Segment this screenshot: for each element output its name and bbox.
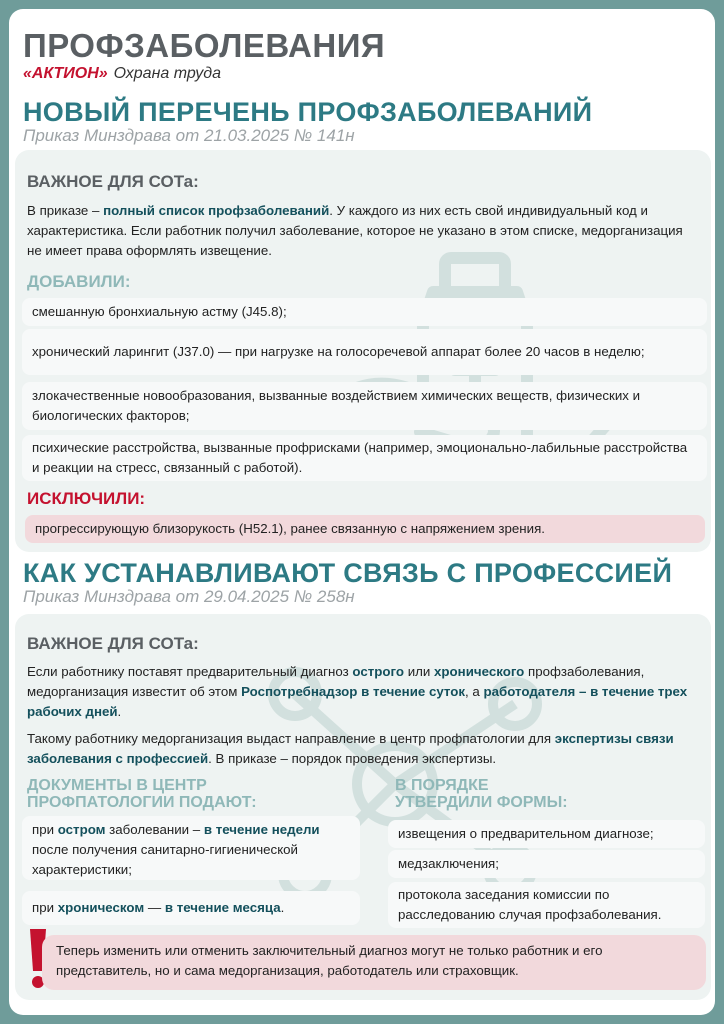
brand-row	[23, 65, 221, 83]
form-item: протокола заседания комиссии по расследованию случая профзаболевания.	[388, 882, 705, 928]
highlight-text: в течение месяца	[164, 900, 281, 915]
section1-panel	[15, 150, 711, 552]
doc-item-chronic	[22, 891, 360, 925]
text-run: . У каждого из них есть свой индивидуальный код и характеристика. Если работник получил заболевание, которое не указано в этом списке, медорганизация не имеет права оформлять извещение.	[27, 203, 683, 258]
text-run: Такому работнику медорганизация выдаст направление в центр профпатологии для	[27, 731, 555, 746]
docs-heading-line: ДОКУМЕНТЫ В ЦЕНТР	[27, 777, 207, 794]
section2-paragraph-1	[27, 662, 699, 722]
highlight-text: полный список профзаболеваний	[103, 203, 330, 218]
text-run: после получения санитарно-гигиенической характеристики;	[32, 842, 298, 877]
brand-subtitle: Охрана труда	[113, 65, 221, 82]
highlight-text: хронического	[434, 664, 525, 679]
added-heading: ДОБАВИЛИ:	[27, 272, 131, 291]
section2-title: КАК УСТАНАВЛИВАЮТ СВЯЗЬ С ПРОФЕССИЕЙ	[23, 558, 673, 588]
section2-paragraph-2	[27, 729, 699, 769]
text-run: при	[32, 822, 58, 837]
form-item: медзаключения;	[388, 850, 705, 878]
section1-important-heading: ВАЖНОЕ ДЛЯ СОТа:	[27, 172, 199, 191]
section2-important-heading: ВАЖНОЕ ДЛЯ СОТа:	[27, 634, 199, 653]
forms-heading	[395, 777, 568, 811]
section1-paragraph	[27, 201, 699, 261]
doc-item-acute	[22, 816, 360, 880]
excluded-item: прогрессирующую близорукость (H52.1), ранее связанную с напряжением зрения.	[25, 515, 705, 543]
docs-heading	[27, 777, 257, 811]
form-item: извещения о предварительном диагнозе;	[388, 820, 705, 848]
forms-heading-line: УТВЕРДИЛИ ФОРМЫ:	[395, 794, 568, 811]
text-run: или	[404, 664, 435, 679]
text-run: при	[32, 900, 58, 915]
highlight-text: работодателя – в течение трех рабочих дней	[27, 684, 688, 719]
highlight-text: экспертизы связи заболевания с профессией	[27, 731, 674, 766]
added-item: злокачественные новообразования, вызванные воздействием химических веществ, физических и биологических факторов;	[22, 382, 707, 430]
forms-heading-line: В ПОРЯДКЕ	[395, 777, 489, 794]
excluded-heading: ИСКЛЮЧИЛИ:	[27, 489, 146, 508]
highlight-text: Роспотребнадзор в течение суток	[241, 684, 466, 699]
text-run: , а	[465, 684, 484, 699]
highlight-text: хроническом	[57, 900, 145, 915]
infographic-sheet	[9, 9, 715, 1015]
highlight-text: остром	[57, 822, 106, 837]
docs-heading-line: ПРОФПАТОЛОГИИ ПОДАЮТ:	[27, 794, 257, 811]
text-run: —	[144, 900, 165, 915]
added-item: хронический ларингит (J37.0) — при нагрузке на голосоречевой аппарат более 20 часов в неделю;	[22, 329, 707, 375]
text-run: Если работнику поставят предварительный диагноз	[27, 664, 353, 679]
page-title: ПРОФЗАБОЛЕВАНИЯ	[23, 27, 386, 64]
added-item: психические расстройства, вызванные профрисками (например, эмоционально-лабильные расстройства и реакции на стресс, связанный с работой).	[22, 435, 707, 481]
text-run: профзаболевания, медорганизация известит об этом	[27, 664, 645, 699]
brand-logo: «АКТИОН»	[23, 65, 108, 82]
text-run: заболевании –	[105, 822, 204, 837]
highlight-text: в течение недели	[203, 822, 320, 837]
highlight-text: острого	[352, 664, 405, 679]
text-run: .	[280, 900, 285, 915]
warning-note: Теперь изменить или отменить заключительный диагноз могут не только работник и его представитель, но и сама медорганизация, работодатель или страховщик.	[42, 935, 706, 990]
text-run: . В приказе – порядок проведения экспертизы.	[208, 751, 497, 766]
text-run: В приказе –	[27, 203, 104, 218]
text-run: .	[117, 704, 122, 719]
added-item: смешанную бронхиальную астму (J45.8);	[22, 298, 707, 326]
section2-subtitle: Приказ Минздрава от 29.04.2025 № 258н	[23, 587, 355, 606]
section1-title: НОВЫЙ ПЕРЕЧЕНЬ ПРОФЗАБОЛЕВАНИЙ	[23, 97, 593, 127]
section1-subtitle: Приказ Минздрава от 21.03.2025 № 141н	[23, 126, 355, 145]
